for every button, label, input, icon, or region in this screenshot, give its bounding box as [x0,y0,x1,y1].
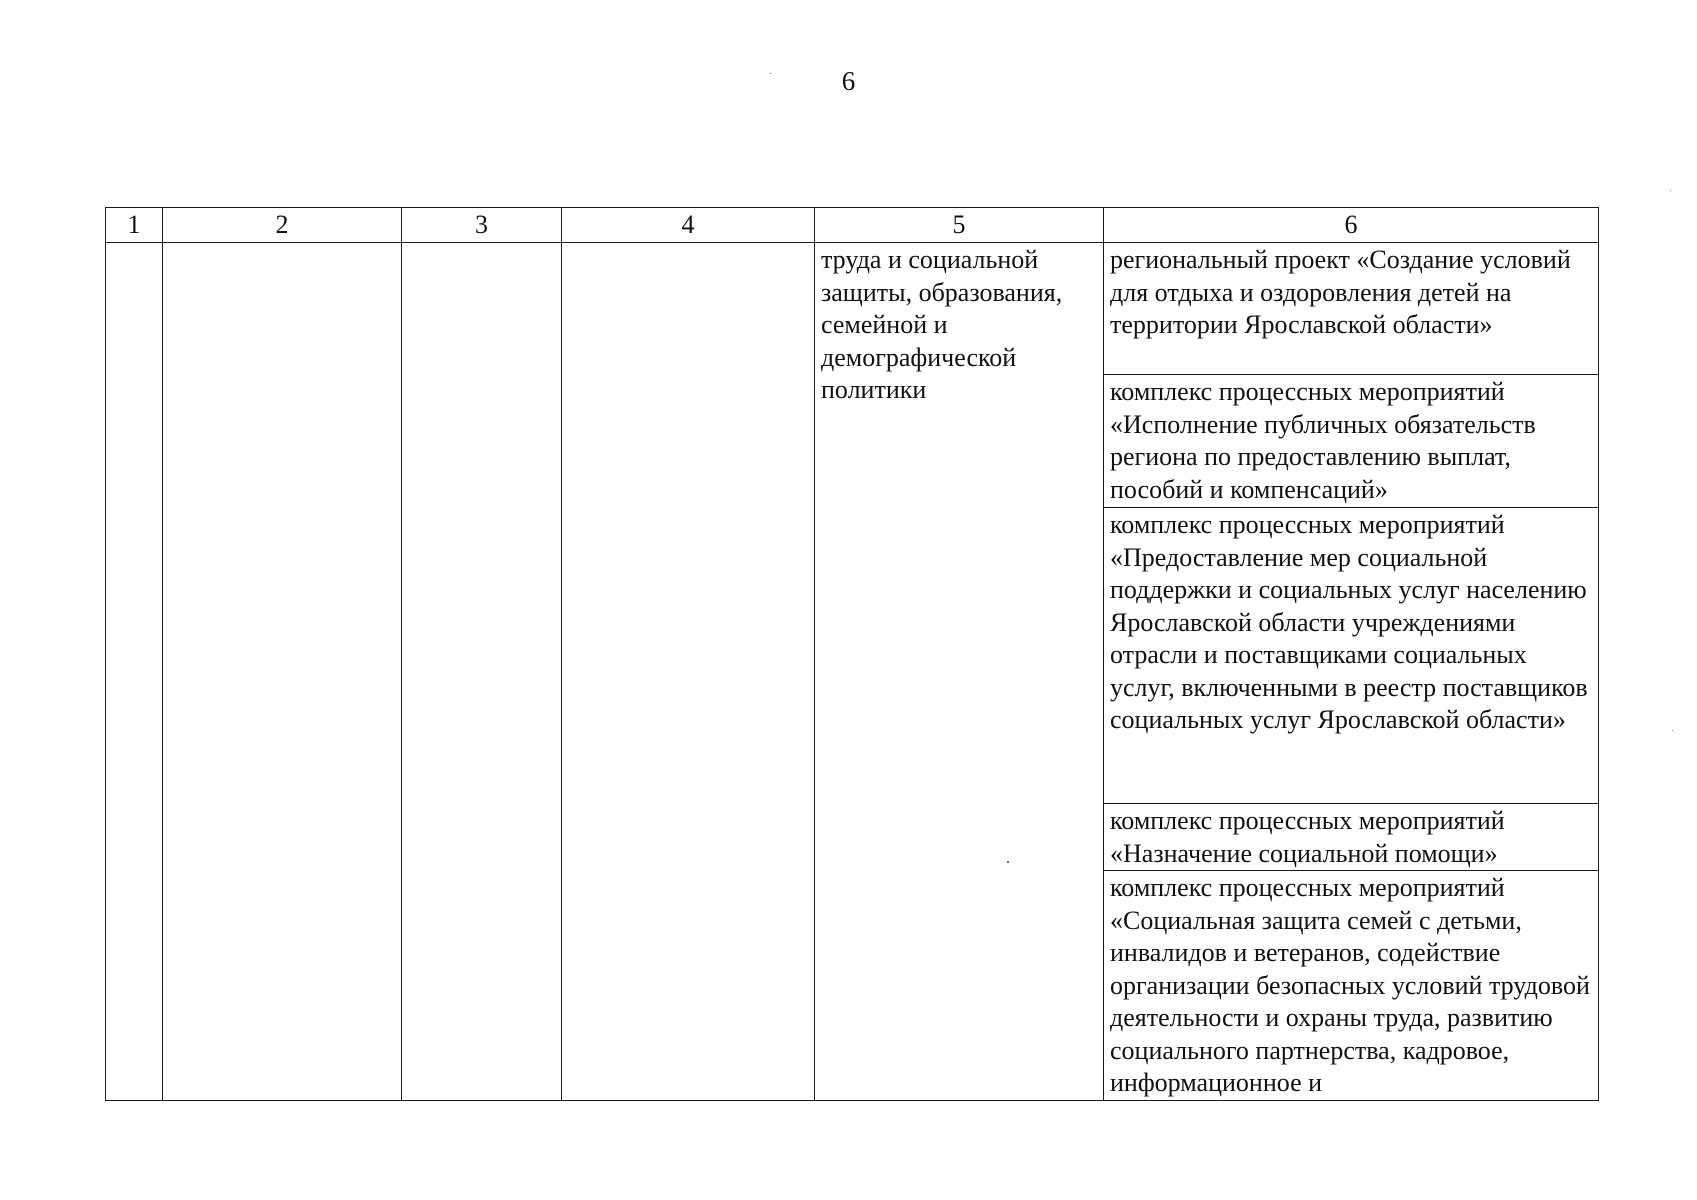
column-header-5: 5 [815,208,1104,243]
program-item: комплекс процессных мероприятий «Социальная защита семей с детьми, инвалидов и ветеранов, содействие организации безопасных условий трудовой деятельности и охраны труда, развитию социального партнерства, кадровое, информационное и [1110,873,1590,1097]
cell-col5-responsible: труда и социальной защиты, образования, семейной и демографической политики [815,243,1104,1101]
cell-col2 [163,243,402,1101]
scan-speck [1007,861,1009,863]
scan-speck [770,73,771,74]
cell-col1 [106,243,163,1101]
program-item: комплекс процессных мероприятий «Назначение социальной помощи» [1104,804,1598,871]
table-row [106,243,1599,1101]
programs-list [1104,243,1598,1100]
column-header-2: 2 [163,208,402,243]
page-number: 6 [841,66,856,96]
cell-col6-programs [1104,243,1599,1101]
column-header-6: 6 [1104,208,1599,243]
cell-col3 [402,243,562,1101]
table-header-row [106,208,1599,243]
program-item: региональный проект «Создание условий для отдыха и оздоровления детей на территории Ярославской области» [1104,243,1598,375]
document-table [105,207,1599,1101]
column-header-3: 3 [402,208,562,243]
cell-col4 [562,243,815,1101]
program-item: комплекс процессных мероприятий «Предоставление мер социальной поддержки и социальных услуг населению Ярославской области учреждениями отрасли и поставщиками социальных услуг, включенными в реестр поставщиков социальных услуг Ярославской области» [1104,508,1598,804]
column-header-1: 1 [106,208,163,243]
scan-speck [1670,190,1671,191]
program-item: комплекс процессных мероприятий «Исполнение публичных обязательств региона по предоставлению выплат, пособий и компенсаций» [1104,375,1598,508]
scan-speck [1672,730,1673,731]
column-header-4: 4 [562,208,815,243]
